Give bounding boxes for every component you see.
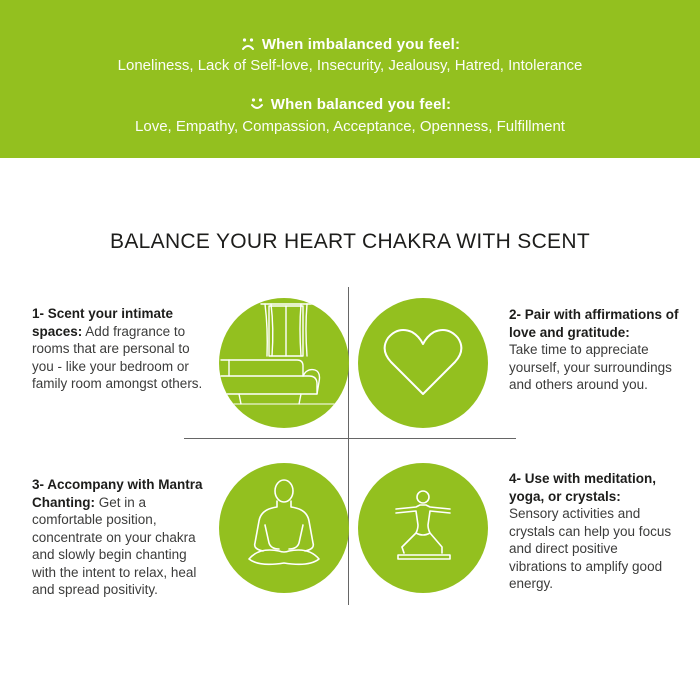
balanced-feelings: Love, Empathy, Compassion, Acceptance, Openness, Fulfillment xyxy=(135,118,565,135)
step-3 xyxy=(32,476,212,599)
step-4 xyxy=(509,470,674,593)
step-1-heading: 1- Scent your intimate spaces: xyxy=(32,306,174,339)
step-1-body: Add fragrance to rooms that are personal to you - like your bedroom or family room amongst others. xyxy=(32,323,203,391)
meditation-pose-icon xyxy=(219,463,349,593)
smile-face-icon xyxy=(249,97,265,115)
horizontal-divider xyxy=(184,438,516,439)
step-3-body: Get in a comfortable position, concentrate on your chakra and slowly begin chanting with the intent to relax, heal and spread positivity. xyxy=(32,494,197,597)
heart-icon xyxy=(358,298,488,428)
step-2-heading: 2- Pair with affirmations of love and gratitude: xyxy=(509,307,679,340)
step-3-heading: 3- Accompany with Mantra Chanting: xyxy=(32,477,203,510)
step-2-body: Take time to appreciate yourself, your surroundings and others around you. xyxy=(509,342,672,392)
page-title: BALANCE YOUR HEART CHAKRA WITH SCENT xyxy=(110,230,590,253)
imbalanced-feelings: Loneliness, Lack of Self-love, Insecurity, Jealousy, Hatred, Intolerance xyxy=(117,57,583,74)
vertical-divider xyxy=(348,287,349,605)
sofa-room-icon xyxy=(219,298,349,428)
step-4-body: Sensory activities and crystals can help you focus and direct positive vibrations to amplify good energy. xyxy=(509,506,672,591)
imbalanced-heading: When imbalanced you feel: xyxy=(0,36,700,55)
step-2 xyxy=(509,306,684,394)
step-4-heading: 4- Use with meditation, yoga, or crystals: xyxy=(509,471,657,504)
step-1 xyxy=(32,305,207,393)
feelings-banner xyxy=(0,0,700,158)
balanced-heading: When balanced you feel: xyxy=(0,96,700,115)
yoga-pose-icon xyxy=(358,463,488,593)
frown-face-icon xyxy=(240,37,256,55)
